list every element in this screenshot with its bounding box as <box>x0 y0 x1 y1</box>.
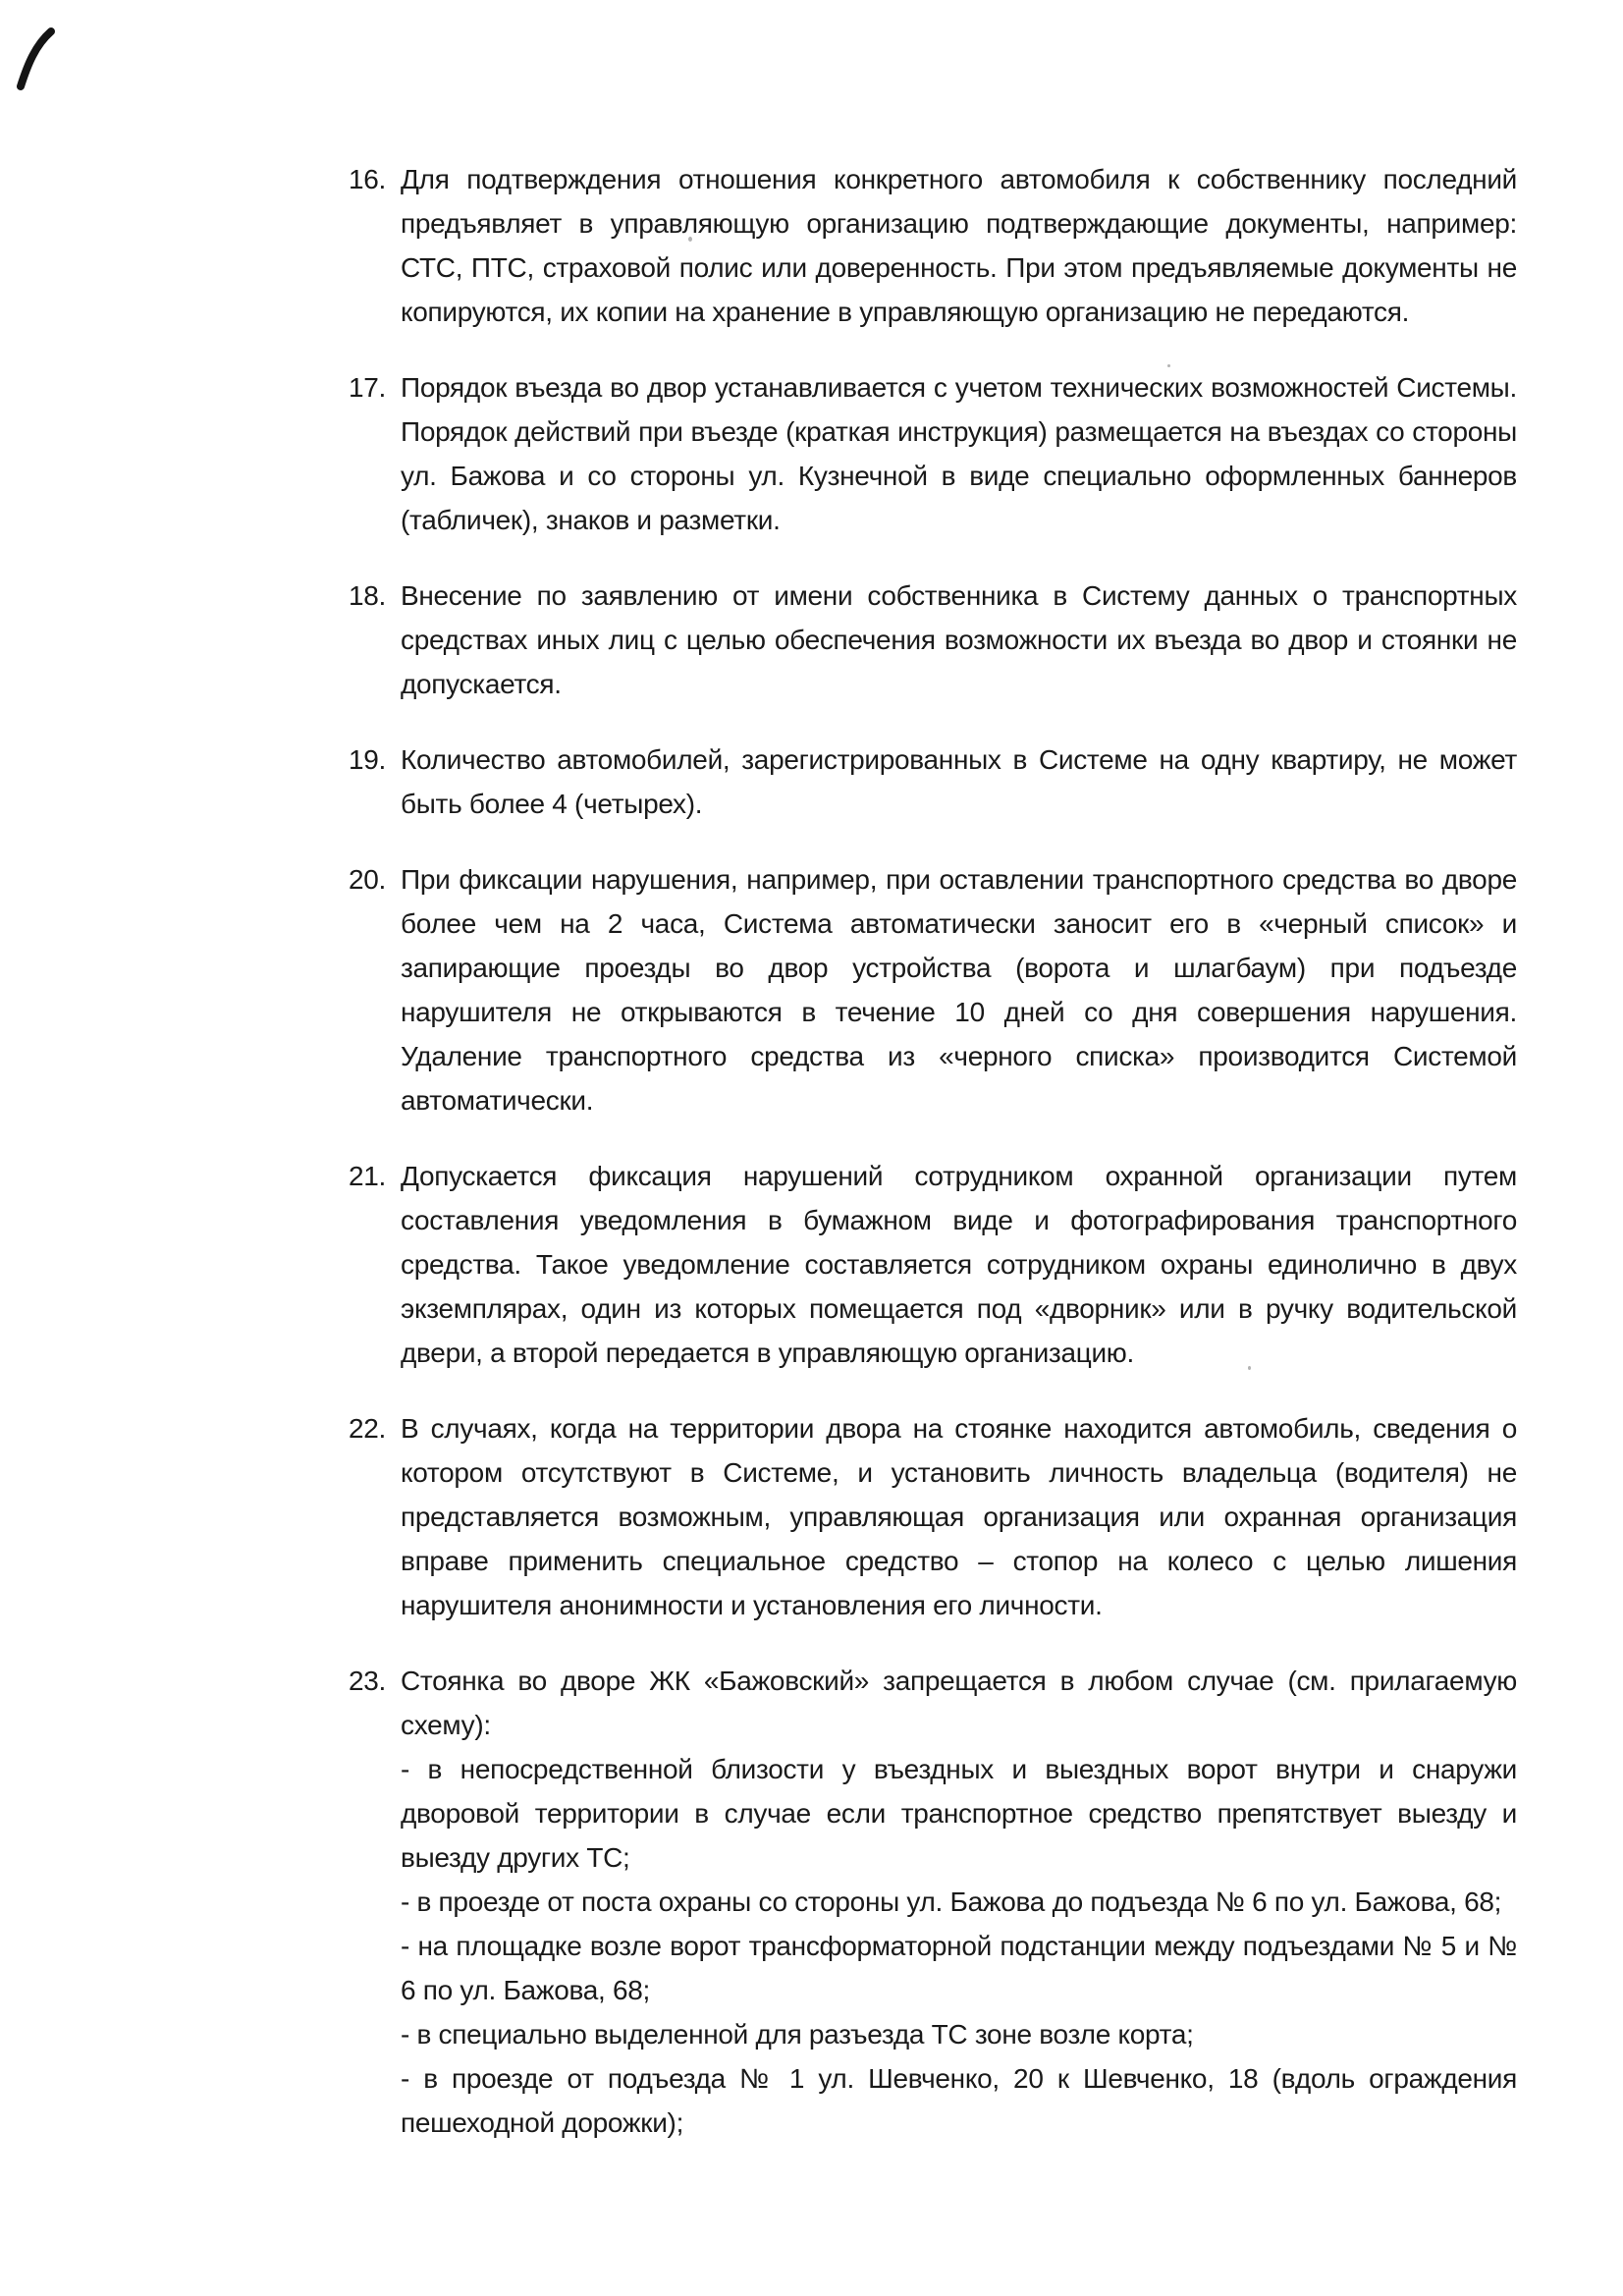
item-number: 18. <box>349 580 387 611</box>
rules-list <box>349 157 1517 2145</box>
sub-item: - в проезде от поста охраны со стороны ул. Бажова до подъезда № 6 по ул. Бажова, 68; <box>401 1886 1502 1917</box>
item-text: Для подтверждения отношения конкретного автомобиля к собственнику последний предъявляет в управляющую организацию подтверждающие документы, например: СТС, ПТС, страховой полис или доверенность. При этом предъявляемые документы не копируются, их копии на хранение в управляющую организацию не передаются. <box>401 164 1517 327</box>
sub-item: - в проезде от подъезда № 1 ул. Шевченко, 20 к Шевченко, 18 (вдоль ограждения пешеходной дорожки); <box>401 2063 1517 2138</box>
item-number: 20. <box>349 864 387 895</box>
item-number: 17. <box>349 372 387 403</box>
list-item <box>349 365 1517 542</box>
item-number: 16. <box>349 164 387 194</box>
list-item <box>349 157 1517 334</box>
item-text: Допускается фиксация нарушений сотрудником охранной организации путем составления уведомления в бумажном виде и фотографирования транспортного средства. Такое уведомление составляется сотрудником охраны единолично в двух экземплярах, один из которых помещается под «дворник» или в ручку водительской двери, а второй передается в управляющую организацию. <box>401 1161 1517 1368</box>
item-text <box>401 1659 1517 2145</box>
item-number: 19. <box>349 744 387 775</box>
item-number: 23. <box>349 1666 387 1696</box>
sub-item: - на площадке возле ворот трансформаторной подстанции между подъездами № 5 и № 6 по ул. Бажова, 68; <box>401 1931 1517 2005</box>
sub-item: - в специально выделенной для разъезда ТС зоне возле корта; <box>401 2019 1194 2050</box>
item-text: Порядок въезда во двор устанавливается с учетом технических возможностей Системы. Порядок действий при въезде (краткая инструкция) размещается на въездах со стороны ул. Бажова и со стороны ул. Кузнечной в виде специально оформленных баннеров (табличек), знаков и разметки. <box>401 372 1517 535</box>
item-text: Внесение по заявлению от имени собственника в Систему данных о транспортных средствах иных лиц с целью обеспечения возможности их въезда во двор и стоянки не допускается. <box>401 580 1517 699</box>
list-item <box>349 1406 1517 1627</box>
item-text: При фиксации нарушения, например, при оставлении транспортного средства во дворе более чем на 2 часа, Система автоматически заносит его в «черный список» и запирающие проезды во двор устройства (ворота и шлагбаум) при подъезде нарушителя не открываются в течение 10 дней со дня совершения нарушения. Удаление транспортного средства из «черного списка» производится Системой автоматически. <box>401 864 1517 1116</box>
item-text: В случаях, когда на территории двора на стоянке находится автомобиль, сведения о котором отсутствуют в Системе, и установить личность владельца (водителя) не представляется возможным, управляющая организация или охранная организация вправе применить специальное средство – стопор на колесо с целью лишения нарушителя анонимности и установления его личности. <box>401 1413 1517 1620</box>
item-text-intro: Стоянка во дворе ЖК «Бажовский» запрещается в любом случае (см. прилагаемую схему): <box>401 1666 1517 1740</box>
list-item <box>349 1659 1517 2145</box>
list-item <box>349 857 1517 1122</box>
sub-item: - в непосредственной близости у въездных и выездных ворот внутри и снаружи дворовой территории в случае если транспортное средство препятствует выезду и выезду других ТС; <box>401 1754 1517 1873</box>
list-item <box>349 1154 1517 1375</box>
pen-mark-artifact <box>16 26 67 92</box>
item-number: 21. <box>349 1161 387 1191</box>
item-text: Количество автомобилей, зарегистрированных в Системе на одну квартиру, не может быть более 4 (четырех). <box>401 744 1517 819</box>
list-item <box>349 738 1517 826</box>
list-item <box>349 574 1517 706</box>
item-number: 22. <box>349 1413 387 1444</box>
